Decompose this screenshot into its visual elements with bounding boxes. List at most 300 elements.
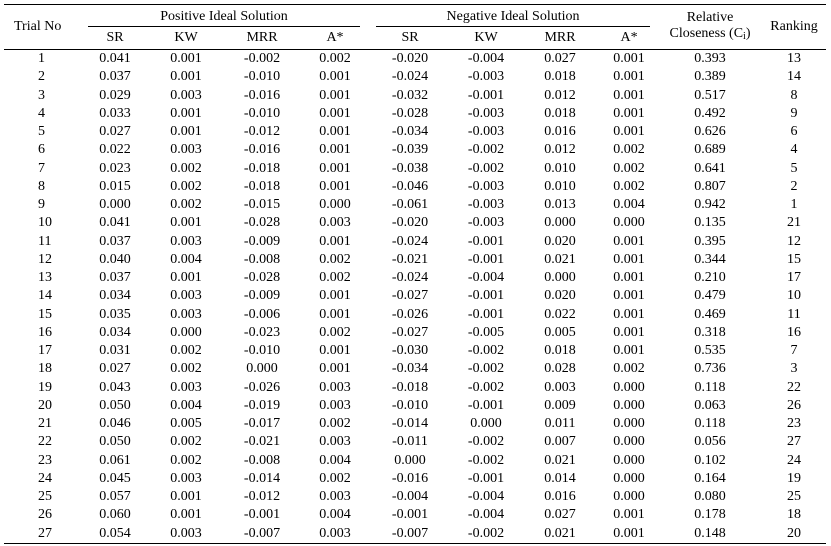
table-cell: 0.034 xyxy=(99,288,131,304)
table-cell: 0.626 xyxy=(694,124,726,140)
table-cell: 0.000 xyxy=(613,215,645,231)
table-cell: 0.018 xyxy=(544,69,576,85)
table-cell: 25 xyxy=(787,489,802,505)
table-cell: 15 xyxy=(787,251,802,267)
table-cell: -0.012 xyxy=(243,124,281,140)
table-cell: 0.344 xyxy=(694,251,726,267)
table-cell: 0.001 xyxy=(613,251,645,267)
table-cell: 0.004 xyxy=(170,251,202,267)
table-cell: -0.024 xyxy=(391,270,429,286)
table-cell: 0.063 xyxy=(694,397,726,413)
table-row xyxy=(4,287,826,305)
table-cell: 0.002 xyxy=(319,416,351,432)
table-cell: 0.001 xyxy=(170,105,202,121)
table-cell: 0.001 xyxy=(319,288,351,304)
table-cell: 0.002 xyxy=(170,434,202,450)
table-cell: 0.003 xyxy=(319,379,351,395)
table-row xyxy=(4,87,826,105)
table-cell: 0.016 xyxy=(544,124,576,140)
table-cell: 0.000 xyxy=(613,416,645,432)
table-row xyxy=(4,342,826,360)
table-cell: 19 xyxy=(787,470,802,486)
table-cell: -0.001 xyxy=(467,397,505,413)
table-cell: 1 xyxy=(38,51,45,67)
table-cell: 0.010 xyxy=(544,160,576,176)
table-cell: 0.021 xyxy=(544,251,576,267)
table-cell: -0.017 xyxy=(243,416,281,432)
table-cell: 0.009 xyxy=(544,397,576,413)
table-cell: -0.021 xyxy=(243,434,281,450)
table-cell: 23 xyxy=(787,416,802,432)
table-cell: 0.000 xyxy=(613,379,645,395)
table-cell: 16 xyxy=(787,324,802,340)
table-cell: 27 xyxy=(787,434,802,450)
table-cell: 17 xyxy=(38,343,52,359)
table-cell: 0.080 xyxy=(694,489,726,505)
table-cell: -0.003 xyxy=(467,215,505,231)
table-cell: 0.001 xyxy=(170,507,202,523)
table-cell: 12 xyxy=(38,251,52,267)
table-cell: 7 xyxy=(790,343,798,359)
table-cell: 0.007 xyxy=(544,434,576,450)
table-cell: 4 xyxy=(790,142,798,158)
table-cell: -0.002 xyxy=(467,343,505,359)
table-cell: -0.002 xyxy=(467,142,505,158)
table-cell: 0.001 xyxy=(319,160,351,176)
table-cell: -0.020 xyxy=(391,51,429,67)
table-cell: 0.033 xyxy=(99,105,131,121)
table-cell: 10 xyxy=(787,288,802,304)
header-relative-closeness: Relative Closeness $(C_i)$ xyxy=(669,9,751,42)
table-cell: 0.389 xyxy=(694,69,726,85)
table-cell: 0.001 xyxy=(319,124,351,140)
table-cell: 0.021 xyxy=(544,452,576,468)
table-cell: -0.002 xyxy=(467,379,505,395)
table-cell: 0.001 xyxy=(613,69,645,85)
table-cell: -0.028 xyxy=(391,105,429,121)
table-cell: 0.041 xyxy=(99,51,131,67)
table-cell: 0.001 xyxy=(613,507,645,523)
table-cell: 0.002 xyxy=(170,197,202,213)
table-cell: 0.022 xyxy=(99,142,131,158)
table-cell: -0.007 xyxy=(391,525,429,541)
table-cell: 0.035 xyxy=(99,306,131,322)
table-cell: 0.002 xyxy=(170,452,202,468)
table-cell: 0.689 xyxy=(694,142,726,158)
subheader-cell: MRR xyxy=(544,30,576,45)
table-cell: -0.016 xyxy=(391,470,429,486)
subheader-cell: A* xyxy=(620,30,638,45)
table-cell: -0.003 xyxy=(467,69,505,85)
table-cell: 0.001 xyxy=(613,105,645,121)
table-cell: -0.038 xyxy=(391,160,429,176)
table-cell: 26 xyxy=(38,507,52,523)
table-cell: 9 xyxy=(790,105,798,121)
table-cell: 0.029 xyxy=(99,87,131,103)
table-cell: -0.008 xyxy=(243,251,281,267)
table-cell: 0.942 xyxy=(694,197,726,213)
table-cell: -0.004 xyxy=(391,489,429,505)
table-cell: 22 xyxy=(38,434,52,450)
table-row xyxy=(4,470,826,488)
table-cell: 0.061 xyxy=(99,452,131,468)
topsis-results-table xyxy=(4,4,826,544)
table-cell: 5 xyxy=(38,124,45,140)
table-cell: 12 xyxy=(787,233,802,249)
table-cell: 0.050 xyxy=(99,434,131,450)
table-cell: 0.002 xyxy=(319,324,351,340)
table-cell: 13 xyxy=(787,51,802,67)
table-cell: 0.031 xyxy=(99,343,131,359)
table-cell: 0.037 xyxy=(99,233,131,249)
table-cell: 0.012 xyxy=(544,142,576,158)
table-cell: 0.003 xyxy=(170,233,202,249)
table-cell: 15 xyxy=(38,306,52,322)
table-cell: 0.013 xyxy=(544,197,576,213)
table-cell: 14 xyxy=(38,288,52,304)
table-row xyxy=(4,141,826,159)
table-cell: -0.001 xyxy=(467,288,505,304)
table-cell: -0.001 xyxy=(243,507,281,523)
table-row xyxy=(4,50,826,69)
table-cell: 0.002 xyxy=(170,160,202,176)
table-cell: -0.009 xyxy=(243,288,281,304)
table-cell: 0.001 xyxy=(319,306,351,322)
table-cell: -0.024 xyxy=(391,233,429,249)
table-row xyxy=(4,306,826,324)
table-cell: 0.001 xyxy=(319,361,351,377)
table-cell: -0.024 xyxy=(391,69,429,85)
header-negative-ideal-solution: Negative Ideal Solution xyxy=(368,5,658,28)
table-cell: 0.004 xyxy=(319,507,351,523)
table-cell: 10 xyxy=(38,215,52,231)
table-cell: -0.010 xyxy=(391,397,429,413)
table-cell: 0.003 xyxy=(170,288,202,304)
table-row xyxy=(4,233,826,251)
table-cell: -0.004 xyxy=(467,270,505,286)
table-row xyxy=(4,397,826,415)
table-cell: -0.006 xyxy=(243,306,281,322)
table-cell: -0.010 xyxy=(243,343,281,359)
table-cell: -0.030 xyxy=(391,343,429,359)
table-cell: 0.027 xyxy=(544,507,576,523)
table-cell: 0.005 xyxy=(170,416,202,432)
table-cell: 0.046 xyxy=(99,416,131,432)
table-cell: 0.037 xyxy=(99,270,131,286)
table-cell: 3 xyxy=(38,87,45,103)
table-cell: 16 xyxy=(38,324,52,340)
table-cell: 14 xyxy=(787,69,802,85)
table-cell: -0.015 xyxy=(243,197,281,213)
table-cell: 0.395 xyxy=(694,233,726,249)
table-cell: 6 xyxy=(790,124,798,140)
table-cell: 0.003 xyxy=(319,525,351,541)
table-cell: -0.061 xyxy=(391,197,429,213)
table-cell: 0.002 xyxy=(170,178,202,194)
table-cell: 0.001 xyxy=(319,87,351,103)
subheader-cell: SR xyxy=(106,30,124,45)
table-row xyxy=(4,488,826,506)
table-cell: 0.016 xyxy=(544,489,576,505)
table-cell: -0.019 xyxy=(243,397,281,413)
table-cell: 0.102 xyxy=(694,452,726,468)
table-cell: 0.001 xyxy=(613,233,645,249)
table-cell: -0.016 xyxy=(243,142,281,158)
table-row xyxy=(4,178,826,196)
table-cell: 0.001 xyxy=(170,270,202,286)
table-cell: -0.012 xyxy=(243,489,281,505)
table-cell: 0.003 xyxy=(544,379,576,395)
table-cell: 0.003 xyxy=(319,397,351,413)
table-cell: 7 xyxy=(38,160,45,176)
table-cell: 0.004 xyxy=(613,197,645,213)
table-cell: -0.002 xyxy=(467,452,505,468)
table-cell: 0.002 xyxy=(319,251,351,267)
table-cell: 0.318 xyxy=(694,324,726,340)
table-cell: 0.037 xyxy=(99,69,131,85)
table-cell: -0.010 xyxy=(243,105,281,121)
table-cell: 0.393 xyxy=(694,51,726,67)
table-cell: 1 xyxy=(790,197,798,213)
table-cell: 17 xyxy=(787,270,802,286)
table-cell: 21 xyxy=(38,416,52,432)
table-row xyxy=(4,525,826,544)
table-row xyxy=(4,105,826,123)
table-cell: 0.018 xyxy=(544,105,576,121)
table-cell: 0.118 xyxy=(694,416,726,432)
table-cell: 0.012 xyxy=(544,87,576,103)
table-cell: 9 xyxy=(38,197,45,213)
table-cell: -0.032 xyxy=(391,87,429,103)
table-cell: 0.022 xyxy=(544,306,576,322)
table-cell: 0.034 xyxy=(99,324,131,340)
table-cell: -0.018 xyxy=(391,379,429,395)
table-cell: 0.020 xyxy=(544,288,576,304)
table-cell: 0.000 xyxy=(613,489,645,505)
table-cell: 0.027 xyxy=(99,361,131,377)
subheader-cell: MRR xyxy=(246,30,278,45)
table-row xyxy=(4,415,826,433)
table-cell: 0.003 xyxy=(170,470,202,486)
table-cell: 0.178 xyxy=(694,507,726,523)
table-cell: -0.028 xyxy=(243,215,281,231)
table-cell: 0.060 xyxy=(99,507,131,523)
table-cell: 0.000 xyxy=(613,397,645,413)
table-cell: 0.002 xyxy=(613,178,645,194)
table-cell: 0.000 xyxy=(613,470,645,486)
table-cell: 2 xyxy=(790,178,798,194)
table-cell: 0.003 xyxy=(170,306,202,322)
table-cell: 0.018 xyxy=(544,343,576,359)
table-cell: -0.034 xyxy=(391,124,429,140)
table-cell: 0.000 xyxy=(246,361,278,377)
table-cell: 0.003 xyxy=(170,142,202,158)
table-cell: 0.736 xyxy=(694,361,726,377)
subheader-cell: SR xyxy=(401,30,419,45)
table-cell: 0.028 xyxy=(544,361,576,377)
table-cell: -0.001 xyxy=(467,470,505,486)
subheader-cell: KW xyxy=(474,30,498,45)
table-cell: 0.041 xyxy=(99,215,131,231)
table-row xyxy=(4,506,826,524)
table-cell: 13 xyxy=(38,270,52,286)
table-cell: -0.009 xyxy=(243,233,281,249)
table-cell: -0.003 xyxy=(467,124,505,140)
table-row xyxy=(4,452,826,470)
table-row xyxy=(4,214,826,232)
table-cell: 0.001 xyxy=(613,270,645,286)
table-cell: 0.003 xyxy=(319,215,351,231)
table-cell: -0.018 xyxy=(243,160,281,176)
table-cell: -0.014 xyxy=(243,470,281,486)
table-cell: -0.046 xyxy=(391,178,429,194)
table-cell: 0.003 xyxy=(170,525,202,541)
table-cell: 0.001 xyxy=(319,69,351,85)
table-cell: 0.000 xyxy=(470,416,502,432)
table-cell: -0.007 xyxy=(243,525,281,541)
table-cell: -0.001 xyxy=(391,507,429,523)
table-cell: 0.000 xyxy=(544,215,576,231)
table-cell: 0.000 xyxy=(319,197,351,213)
table-cell: 0.001 xyxy=(613,124,645,140)
table-cell: 0.003 xyxy=(170,87,202,103)
table-cell: 18 xyxy=(787,507,802,523)
table-cell: -0.004 xyxy=(467,489,505,505)
table-cell: -0.003 xyxy=(467,197,505,213)
table-cell: 3 xyxy=(790,361,798,377)
table-cell: 26 xyxy=(787,397,802,413)
header-positive-ideal-solution: Positive Ideal Solution xyxy=(80,5,368,28)
table-cell: 0.135 xyxy=(694,215,726,231)
table-cell: -0.023 xyxy=(243,324,281,340)
table-cell: 0.001 xyxy=(319,343,351,359)
table-cell: 0.001 xyxy=(170,124,202,140)
table-cell: -0.027 xyxy=(391,288,429,304)
table-cell: 18 xyxy=(38,361,52,377)
table-cell: 0.000 xyxy=(99,197,131,213)
table-cell: 0.148 xyxy=(694,525,726,541)
table-cell: 11 xyxy=(38,233,52,249)
table-cell: 0.002 xyxy=(613,160,645,176)
table-cell: -0.001 xyxy=(467,233,505,249)
table-cell: -0.002 xyxy=(467,160,505,176)
table-cell: -0.021 xyxy=(391,251,429,267)
table-cell: -0.005 xyxy=(467,324,505,340)
table-cell: 0.000 xyxy=(613,452,645,468)
table-cell: -0.004 xyxy=(467,51,505,67)
table-cell: 0.001 xyxy=(170,69,202,85)
table-cell: -0.002 xyxy=(467,434,505,450)
table-cell: 0.040 xyxy=(99,251,131,267)
table-cell: 0.001 xyxy=(319,178,351,194)
table-cell: 0.043 xyxy=(99,379,131,395)
table-cell: 21 xyxy=(787,215,802,231)
table-cell: 0.517 xyxy=(694,87,726,103)
table-cell: 0.118 xyxy=(694,379,726,395)
table-cell: 0.050 xyxy=(99,397,131,413)
table-cell: 0.011 xyxy=(544,416,576,432)
table-cell: -0.014 xyxy=(391,416,429,432)
table-cell: -0.002 xyxy=(467,361,505,377)
table-cell: -0.027 xyxy=(391,324,429,340)
table-cell: 0.001 xyxy=(613,51,645,67)
table-cell: 0.002 xyxy=(613,361,645,377)
table-cell: -0.002 xyxy=(243,51,281,67)
table-cell: 0.015 xyxy=(99,178,131,194)
table-cell: 0.010 xyxy=(544,178,576,194)
table-row xyxy=(4,269,826,287)
table-cell: 19 xyxy=(38,379,52,395)
table-cell: -0.001 xyxy=(467,87,505,103)
table-cell: 0.021 xyxy=(544,525,576,541)
table-cell: 0.001 xyxy=(319,105,351,121)
table-cell: -0.020 xyxy=(391,215,429,231)
table-cell: 0.164 xyxy=(694,470,726,486)
table-cell: 4 xyxy=(38,105,45,121)
table-cell: 24 xyxy=(38,470,52,486)
subheader-cell: A* xyxy=(326,30,344,45)
table-cell: 0.000 xyxy=(394,452,426,468)
table-cell: 0.056 xyxy=(694,434,726,450)
table-cell: 8 xyxy=(790,87,798,103)
table-cell: 0.003 xyxy=(170,379,202,395)
table-cell: 0.003 xyxy=(319,489,351,505)
table-cell: -0.011 xyxy=(392,434,428,450)
table-cell: 0.027 xyxy=(99,124,131,140)
table-cell: 0.001 xyxy=(170,489,202,505)
table-cell: 2 xyxy=(38,69,45,85)
table-cell: 0.001 xyxy=(613,306,645,322)
table-cell: 11 xyxy=(787,306,801,322)
table-row xyxy=(4,160,826,178)
table-cell: 5 xyxy=(790,160,798,176)
header-ranking: Ranking xyxy=(770,19,818,34)
table-cell: 0.014 xyxy=(544,470,576,486)
table-cell: 20 xyxy=(38,397,52,413)
table-cell: -0.026 xyxy=(391,306,429,322)
table-cell: -0.008 xyxy=(243,452,281,468)
table-cell: -0.028 xyxy=(243,270,281,286)
table-cell: 8 xyxy=(38,178,45,194)
table-cell: 0.002 xyxy=(170,343,202,359)
table-cell: 0.479 xyxy=(694,288,726,304)
table-cell: 0.001 xyxy=(613,87,645,103)
table-header xyxy=(4,5,826,50)
table-cell: 25 xyxy=(38,489,52,505)
header-trial-no: Trial No xyxy=(14,19,62,34)
table-cell: -0.003 xyxy=(467,178,505,194)
table-cell: -0.003 xyxy=(467,105,505,121)
table-cell: 0.001 xyxy=(613,525,645,541)
table-cell: 0.641 xyxy=(694,160,726,176)
table-body xyxy=(4,50,826,544)
table-cell: 0.023 xyxy=(99,160,131,176)
table-cell: 24 xyxy=(787,452,802,468)
table-cell: 0.000 xyxy=(544,270,576,286)
table-cell: 0.002 xyxy=(170,361,202,377)
table-cell: 0.001 xyxy=(613,288,645,304)
table-row xyxy=(4,360,826,378)
table-cell: 0.002 xyxy=(319,470,351,486)
table-cell: 0.020 xyxy=(544,233,576,249)
table-cell: -0.018 xyxy=(243,178,281,194)
table-cell: 0.001 xyxy=(170,215,202,231)
table-row xyxy=(4,324,826,342)
table-row xyxy=(4,433,826,451)
table-row xyxy=(4,123,826,141)
table-cell: 0.005 xyxy=(544,324,576,340)
table-cell: 0.002 xyxy=(319,270,351,286)
